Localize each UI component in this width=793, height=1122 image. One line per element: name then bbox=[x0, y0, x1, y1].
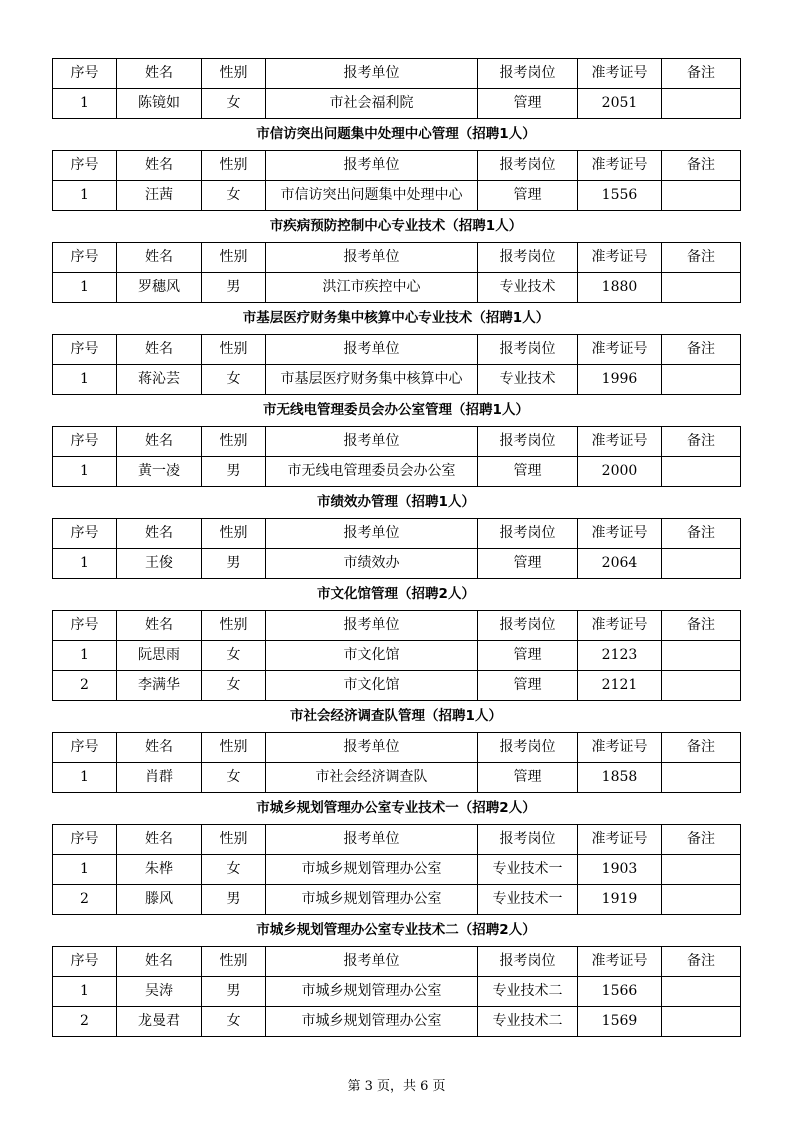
table-row bbox=[53, 273, 741, 303]
table-cell: 管理 bbox=[478, 641, 578, 671]
table-cell: 男 bbox=[202, 457, 266, 487]
table-cell: 市城乡规划管理办公室 bbox=[266, 885, 478, 915]
column-header: 报考岗位 bbox=[478, 519, 578, 549]
table-cell: 黄一凌 bbox=[117, 457, 202, 487]
section-title: 市文化馆管理（招聘2人） bbox=[317, 586, 475, 602]
result-table bbox=[52, 732, 741, 793]
table-row bbox=[53, 641, 741, 671]
column-header: 报考单位 bbox=[266, 519, 478, 549]
column-header: 姓名 bbox=[117, 151, 202, 181]
column-header: 报考岗位 bbox=[478, 947, 578, 977]
column-header: 备注 bbox=[662, 947, 741, 977]
column-header: 准考证号 bbox=[578, 151, 662, 181]
table-cell bbox=[662, 671, 741, 701]
column-header: 准考证号 bbox=[578, 611, 662, 641]
table-cell bbox=[662, 641, 741, 671]
table-row bbox=[53, 763, 741, 793]
table-cell: 阮思雨 bbox=[117, 641, 202, 671]
table-cell: 罗穗风 bbox=[117, 273, 202, 303]
column-header: 备注 bbox=[662, 243, 741, 273]
column-header: 姓名 bbox=[117, 243, 202, 273]
document-body bbox=[52, 58, 740, 1037]
table-cell: 男 bbox=[202, 885, 266, 915]
column-header: 准考证号 bbox=[578, 59, 662, 89]
table-header-row bbox=[53, 59, 741, 89]
table-cell: 2 bbox=[53, 1007, 117, 1037]
table-cell: 市城乡规划管理办公室 bbox=[266, 1007, 478, 1037]
column-header: 序号 bbox=[53, 519, 117, 549]
column-header: 性别 bbox=[202, 335, 266, 365]
column-header: 姓名 bbox=[117, 733, 202, 763]
table-cell: 龙曼君 bbox=[117, 1007, 202, 1037]
column-header: 备注 bbox=[662, 59, 741, 89]
table-cell: 1 bbox=[53, 181, 117, 211]
column-header: 姓名 bbox=[117, 427, 202, 457]
column-header: 报考单位 bbox=[266, 947, 478, 977]
result-table bbox=[52, 334, 741, 395]
table-cell: 专业技术二 bbox=[478, 1007, 578, 1037]
table-cell: 专业技术一 bbox=[478, 885, 578, 915]
table-cell: 女 bbox=[202, 89, 266, 119]
table-cell bbox=[662, 855, 741, 885]
section-title: 市城乡规划管理办公室专业技术一（招聘2人） bbox=[256, 800, 536, 816]
column-header: 性别 bbox=[202, 611, 266, 641]
table-cell: 1 bbox=[53, 641, 117, 671]
table-cell bbox=[662, 1007, 741, 1037]
table-cell: 市文化馆 bbox=[266, 671, 478, 701]
table-cell: 李满华 bbox=[117, 671, 202, 701]
column-header: 序号 bbox=[53, 825, 117, 855]
table-cell: 女 bbox=[202, 181, 266, 211]
column-header: 性别 bbox=[202, 151, 266, 181]
column-header: 准考证号 bbox=[578, 947, 662, 977]
column-header: 准考证号 bbox=[578, 335, 662, 365]
column-header: 性别 bbox=[202, 519, 266, 549]
table-cell: 1996 bbox=[578, 365, 662, 395]
section-title: 市基层医疗财务集中核算中心专业技术（招聘1人） bbox=[242, 310, 550, 326]
table-cell: 市社会福利院 bbox=[266, 89, 478, 119]
result-table bbox=[52, 58, 741, 119]
column-header: 性别 bbox=[202, 59, 266, 89]
table-cell: 管理 bbox=[478, 181, 578, 211]
table-cell: 1 bbox=[53, 763, 117, 793]
table-cell: 管理 bbox=[478, 763, 578, 793]
page-footer: 第 3 页，共 6 页 bbox=[347, 1079, 446, 1094]
column-header: 姓名 bbox=[117, 335, 202, 365]
table-cell: 市城乡规划管理办公室 bbox=[266, 855, 478, 885]
table-cell: 女 bbox=[202, 365, 266, 395]
column-header: 报考单位 bbox=[266, 151, 478, 181]
table-cell: 2121 bbox=[578, 671, 662, 701]
result-table bbox=[52, 610, 741, 701]
table-header-row bbox=[53, 427, 741, 457]
table-header-row bbox=[53, 733, 741, 763]
column-header: 报考岗位 bbox=[478, 59, 578, 89]
table-cell: 管理 bbox=[478, 457, 578, 487]
column-header: 序号 bbox=[53, 427, 117, 457]
column-header: 准考证号 bbox=[578, 733, 662, 763]
column-header: 序号 bbox=[53, 335, 117, 365]
table-cell: 王俊 bbox=[117, 549, 202, 579]
table-cell bbox=[662, 273, 741, 303]
section-title: 市无线电管理委员会办公室管理（招聘1人） bbox=[263, 402, 529, 418]
column-header: 报考单位 bbox=[266, 825, 478, 855]
table-cell: 1 bbox=[53, 365, 117, 395]
table-cell: 市信访突出问题集中处理中心 bbox=[266, 181, 478, 211]
table-cell: 1903 bbox=[578, 855, 662, 885]
column-header: 姓名 bbox=[117, 611, 202, 641]
table-cell: 1 bbox=[53, 457, 117, 487]
table-cell: 朱桦 bbox=[117, 855, 202, 885]
table-cell: 1858 bbox=[578, 763, 662, 793]
column-header: 性别 bbox=[202, 243, 266, 273]
table-cell bbox=[662, 549, 741, 579]
table-cell: 女 bbox=[202, 641, 266, 671]
table-cell: 2 bbox=[53, 885, 117, 915]
table-row bbox=[53, 1007, 741, 1037]
result-table bbox=[52, 946, 741, 1037]
column-header: 备注 bbox=[662, 151, 741, 181]
column-header: 序号 bbox=[53, 947, 117, 977]
column-header: 备注 bbox=[662, 825, 741, 855]
column-header: 备注 bbox=[662, 733, 741, 763]
table-cell: 吴涛 bbox=[117, 977, 202, 1007]
table-cell: 汪茜 bbox=[117, 181, 202, 211]
table-cell: 1569 bbox=[578, 1007, 662, 1037]
result-table bbox=[52, 150, 741, 211]
table-cell: 市绩效办 bbox=[266, 549, 478, 579]
column-header: 序号 bbox=[53, 59, 117, 89]
table-row bbox=[53, 549, 741, 579]
column-header: 准考证号 bbox=[578, 519, 662, 549]
column-header: 性别 bbox=[202, 427, 266, 457]
column-header: 性别 bbox=[202, 825, 266, 855]
table-header-row bbox=[53, 519, 741, 549]
section-title: 市绩效办管理（招聘1人） bbox=[317, 494, 475, 510]
result-table bbox=[52, 426, 741, 487]
column-header: 序号 bbox=[53, 243, 117, 273]
section-title: 市疾病预防控制中心专业技术（招聘1人） bbox=[269, 218, 523, 234]
column-header: 姓名 bbox=[117, 59, 202, 89]
column-header: 报考岗位 bbox=[478, 427, 578, 457]
column-header: 性别 bbox=[202, 947, 266, 977]
column-header: 准考证号 bbox=[578, 825, 662, 855]
table-cell: 管理 bbox=[478, 549, 578, 579]
table-cell: 1919 bbox=[578, 885, 662, 915]
table-cell: 1 bbox=[53, 273, 117, 303]
section-title: 市社会经济调查队管理（招聘1人） bbox=[290, 708, 502, 724]
table-cell: 1 bbox=[53, 977, 117, 1007]
table-cell: 市文化馆 bbox=[266, 641, 478, 671]
column-header: 报考岗位 bbox=[478, 151, 578, 181]
column-header: 姓名 bbox=[117, 825, 202, 855]
table-header-row bbox=[53, 611, 741, 641]
section-title: 市城乡规划管理办公室专业技术二（招聘2人） bbox=[256, 922, 536, 938]
table-cell: 男 bbox=[202, 977, 266, 1007]
table-cell: 女 bbox=[202, 763, 266, 793]
table-cell: 2051 bbox=[578, 89, 662, 119]
result-table bbox=[52, 242, 741, 303]
column-header: 性别 bbox=[202, 733, 266, 763]
table-cell: 1 bbox=[53, 549, 117, 579]
column-header: 序号 bbox=[53, 611, 117, 641]
column-header: 报考岗位 bbox=[478, 825, 578, 855]
table-cell: 专业技术 bbox=[478, 273, 578, 303]
table-cell: 蒋沁芸 bbox=[117, 365, 202, 395]
column-header: 报考单位 bbox=[266, 335, 478, 365]
column-header: 报考单位 bbox=[266, 733, 478, 763]
column-header: 序号 bbox=[53, 733, 117, 763]
table-header-row bbox=[53, 335, 741, 365]
column-header: 报考单位 bbox=[266, 243, 478, 273]
table-header-row bbox=[53, 825, 741, 855]
table-cell bbox=[662, 89, 741, 119]
column-header: 报考单位 bbox=[266, 611, 478, 641]
column-header: 报考岗位 bbox=[478, 335, 578, 365]
table-row bbox=[53, 181, 741, 211]
table-row bbox=[53, 885, 741, 915]
column-header: 报考岗位 bbox=[478, 243, 578, 273]
table-cell: 1566 bbox=[578, 977, 662, 1007]
table-cell: 男 bbox=[202, 549, 266, 579]
column-header: 准考证号 bbox=[578, 427, 662, 457]
table-cell: 专业技术一 bbox=[478, 855, 578, 885]
table-row bbox=[53, 89, 741, 119]
column-header: 姓名 bbox=[117, 947, 202, 977]
section-title: 市信访突出问题集中处理中心管理（招聘1人） bbox=[256, 126, 536, 142]
table-cell bbox=[662, 181, 741, 211]
table-cell bbox=[662, 977, 741, 1007]
table-cell: 1 bbox=[53, 855, 117, 885]
table-cell: 市基层医疗财务集中核算中心 bbox=[266, 365, 478, 395]
table-header-row bbox=[53, 243, 741, 273]
table-cell bbox=[662, 763, 741, 793]
table-cell: 1 bbox=[53, 89, 117, 119]
table-cell bbox=[662, 885, 741, 915]
table-cell: 2000 bbox=[578, 457, 662, 487]
table-cell: 市无线电管理委员会办公室 bbox=[266, 457, 478, 487]
table-row bbox=[53, 977, 741, 1007]
table-cell: 市社会经济调查队 bbox=[266, 763, 478, 793]
table-cell: 2123 bbox=[578, 641, 662, 671]
column-header: 报考单位 bbox=[266, 59, 478, 89]
table-header-row bbox=[53, 151, 741, 181]
table-cell: 管理 bbox=[478, 671, 578, 701]
table-cell: 1556 bbox=[578, 181, 662, 211]
table-header-row bbox=[53, 947, 741, 977]
table-cell: 专业技术二 bbox=[478, 977, 578, 1007]
table-cell bbox=[662, 365, 741, 395]
column-header: 报考岗位 bbox=[478, 611, 578, 641]
table-cell: 市城乡规划管理办公室 bbox=[266, 977, 478, 1007]
table-cell bbox=[662, 457, 741, 487]
column-header: 备注 bbox=[662, 611, 741, 641]
table-cell: 肖群 bbox=[117, 763, 202, 793]
table-row bbox=[53, 365, 741, 395]
column-header: 姓名 bbox=[117, 519, 202, 549]
table-row bbox=[53, 457, 741, 487]
column-header: 备注 bbox=[662, 427, 741, 457]
column-header: 序号 bbox=[53, 151, 117, 181]
table-cell: 女 bbox=[202, 1007, 266, 1037]
table-row bbox=[53, 855, 741, 885]
table-cell: 女 bbox=[202, 855, 266, 885]
result-table bbox=[52, 824, 741, 915]
table-cell: 专业技术 bbox=[478, 365, 578, 395]
table-cell: 管理 bbox=[478, 89, 578, 119]
result-table bbox=[52, 518, 741, 579]
table-row bbox=[53, 671, 741, 701]
column-header: 备注 bbox=[662, 335, 741, 365]
column-header: 备注 bbox=[662, 519, 741, 549]
column-header: 准考证号 bbox=[578, 243, 662, 273]
table-cell: 男 bbox=[202, 273, 266, 303]
table-cell: 洪江市疾控中心 bbox=[266, 273, 478, 303]
column-header: 报考单位 bbox=[266, 427, 478, 457]
column-header: 报考岗位 bbox=[478, 733, 578, 763]
table-cell: 1880 bbox=[578, 273, 662, 303]
table-cell: 2064 bbox=[578, 549, 662, 579]
table-cell: 2 bbox=[53, 671, 117, 701]
table-cell: 女 bbox=[202, 671, 266, 701]
table-cell: 陈镜如 bbox=[117, 89, 202, 119]
table-cell: 滕风 bbox=[117, 885, 202, 915]
